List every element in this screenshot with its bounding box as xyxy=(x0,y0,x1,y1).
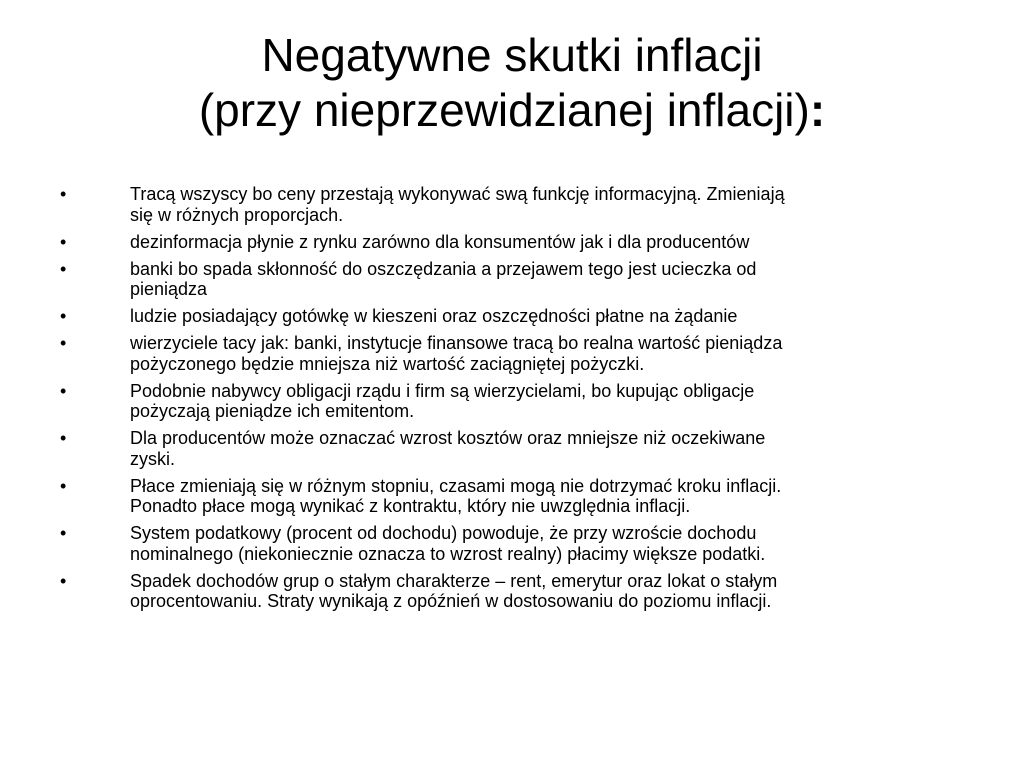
bullet-text-line: wierzyciele tacy jak: banki, instytucje finansowe tracą bo realna wartość pieniądza xyxy=(130,333,783,353)
bullet-text-line: oprocentowaniu. Straty wynikają z opóźnień w dostosowaniu do poziomu inflacji. xyxy=(130,591,772,611)
bullet-text-line: pieniądza xyxy=(130,279,208,299)
bullet-item xyxy=(60,333,960,374)
bullet-text xyxy=(130,476,781,517)
title-line-1: Negatywne skutki inflacji xyxy=(261,29,763,81)
bullet-text-line: Dla producentów może oznaczać wzrost kosztów oraz mniejsze niż oczekiwane xyxy=(130,428,766,448)
title-colon: : xyxy=(809,84,826,136)
title-line-2-text: (przy nieprzewidzianej inflacji) xyxy=(198,84,810,136)
bullet-text xyxy=(130,571,777,612)
bullet-dot-icon: • xyxy=(60,258,67,279)
bullet-item xyxy=(60,428,960,469)
slide-title xyxy=(0,28,1024,138)
bullet-item xyxy=(60,184,960,225)
bullet-item xyxy=(60,259,960,300)
bullet-dot-icon: • xyxy=(60,231,67,252)
bullet-text xyxy=(130,184,785,225)
bullet-dot-icon: • xyxy=(60,333,67,353)
bullet-text-line: pożyczają pieniądze ich emitentom. xyxy=(130,401,415,421)
bullet-text-line: Tracą wszyscy bo ceny przestają wykonywać swą funkcję informacyjną. Zmieniają xyxy=(130,184,785,204)
bullet-text-line: Podobnie nabywcy obligacji rządu i firm są wierzycielami, bo kupując obligacje xyxy=(130,380,755,401)
bullet-text xyxy=(130,306,737,326)
bullet-item xyxy=(60,476,960,517)
bullet-item xyxy=(60,381,960,422)
bullet-text-line: Ponadto płace mogą wynikać z kontraktu, który nie uwzględnia inflacji. xyxy=(130,496,691,516)
bullet-text-line: zyski. xyxy=(130,448,175,469)
bullet-dot-icon: • xyxy=(60,306,67,326)
bullet-dot-icon: • xyxy=(60,475,67,496)
bullet-dot-icon: • xyxy=(60,380,67,401)
bullet-text-line: się w różnych proporcjach. xyxy=(130,204,344,225)
bullet-text-line: ludzie posiadający gotówkę w kieszeni oraz oszczędności płatne na żądanie xyxy=(130,306,738,326)
bullet-item xyxy=(60,571,960,612)
bullet-dot-icon: • xyxy=(60,428,67,448)
bullet-text xyxy=(130,259,756,300)
bullet-list xyxy=(60,184,960,618)
bullet-text xyxy=(130,232,749,252)
bullet-item xyxy=(60,232,960,253)
bullet-dot-icon: • xyxy=(60,184,67,204)
bullet-text xyxy=(130,428,765,469)
bullet-text-line: Spadek dochodów grup o stałym charakterze – rent, emerytur oraz lokat o stałym xyxy=(130,570,778,591)
bullet-text-line: banki bo spada skłonność do oszczędzania a przejawem tego jest ucieczka od xyxy=(130,258,757,279)
bullet-text-line: dezinformacja płynie z rynku zarówno dla konsumentów jak i dla producentów xyxy=(130,231,750,252)
bullet-text xyxy=(130,523,765,564)
bullet-item xyxy=(60,306,960,327)
bullet-text-line: System podatkowy (procent od dochodu) powoduje, że przy wzroście dochodu xyxy=(130,523,757,543)
bullet-text xyxy=(130,333,782,374)
bullet-dot-icon: • xyxy=(60,523,67,543)
bullet-text xyxy=(130,381,754,422)
bullet-dot-icon: • xyxy=(60,570,67,591)
bullet-text-line: nominalnego (niekoniecznie oznacza to wzrost realny) płacimy większe podatki. xyxy=(130,543,766,564)
title-line-2 xyxy=(0,83,1024,138)
bullet-item xyxy=(60,523,960,564)
bullet-text-line: pożyczonego będzie mniejsza niż wartość zaciągniętej pożyczki. xyxy=(130,353,645,374)
bullet-text-line: Płace zmieniają się w różnym stopniu, czasami mogą nie dotrzymać kroku inflacji. xyxy=(130,475,782,496)
